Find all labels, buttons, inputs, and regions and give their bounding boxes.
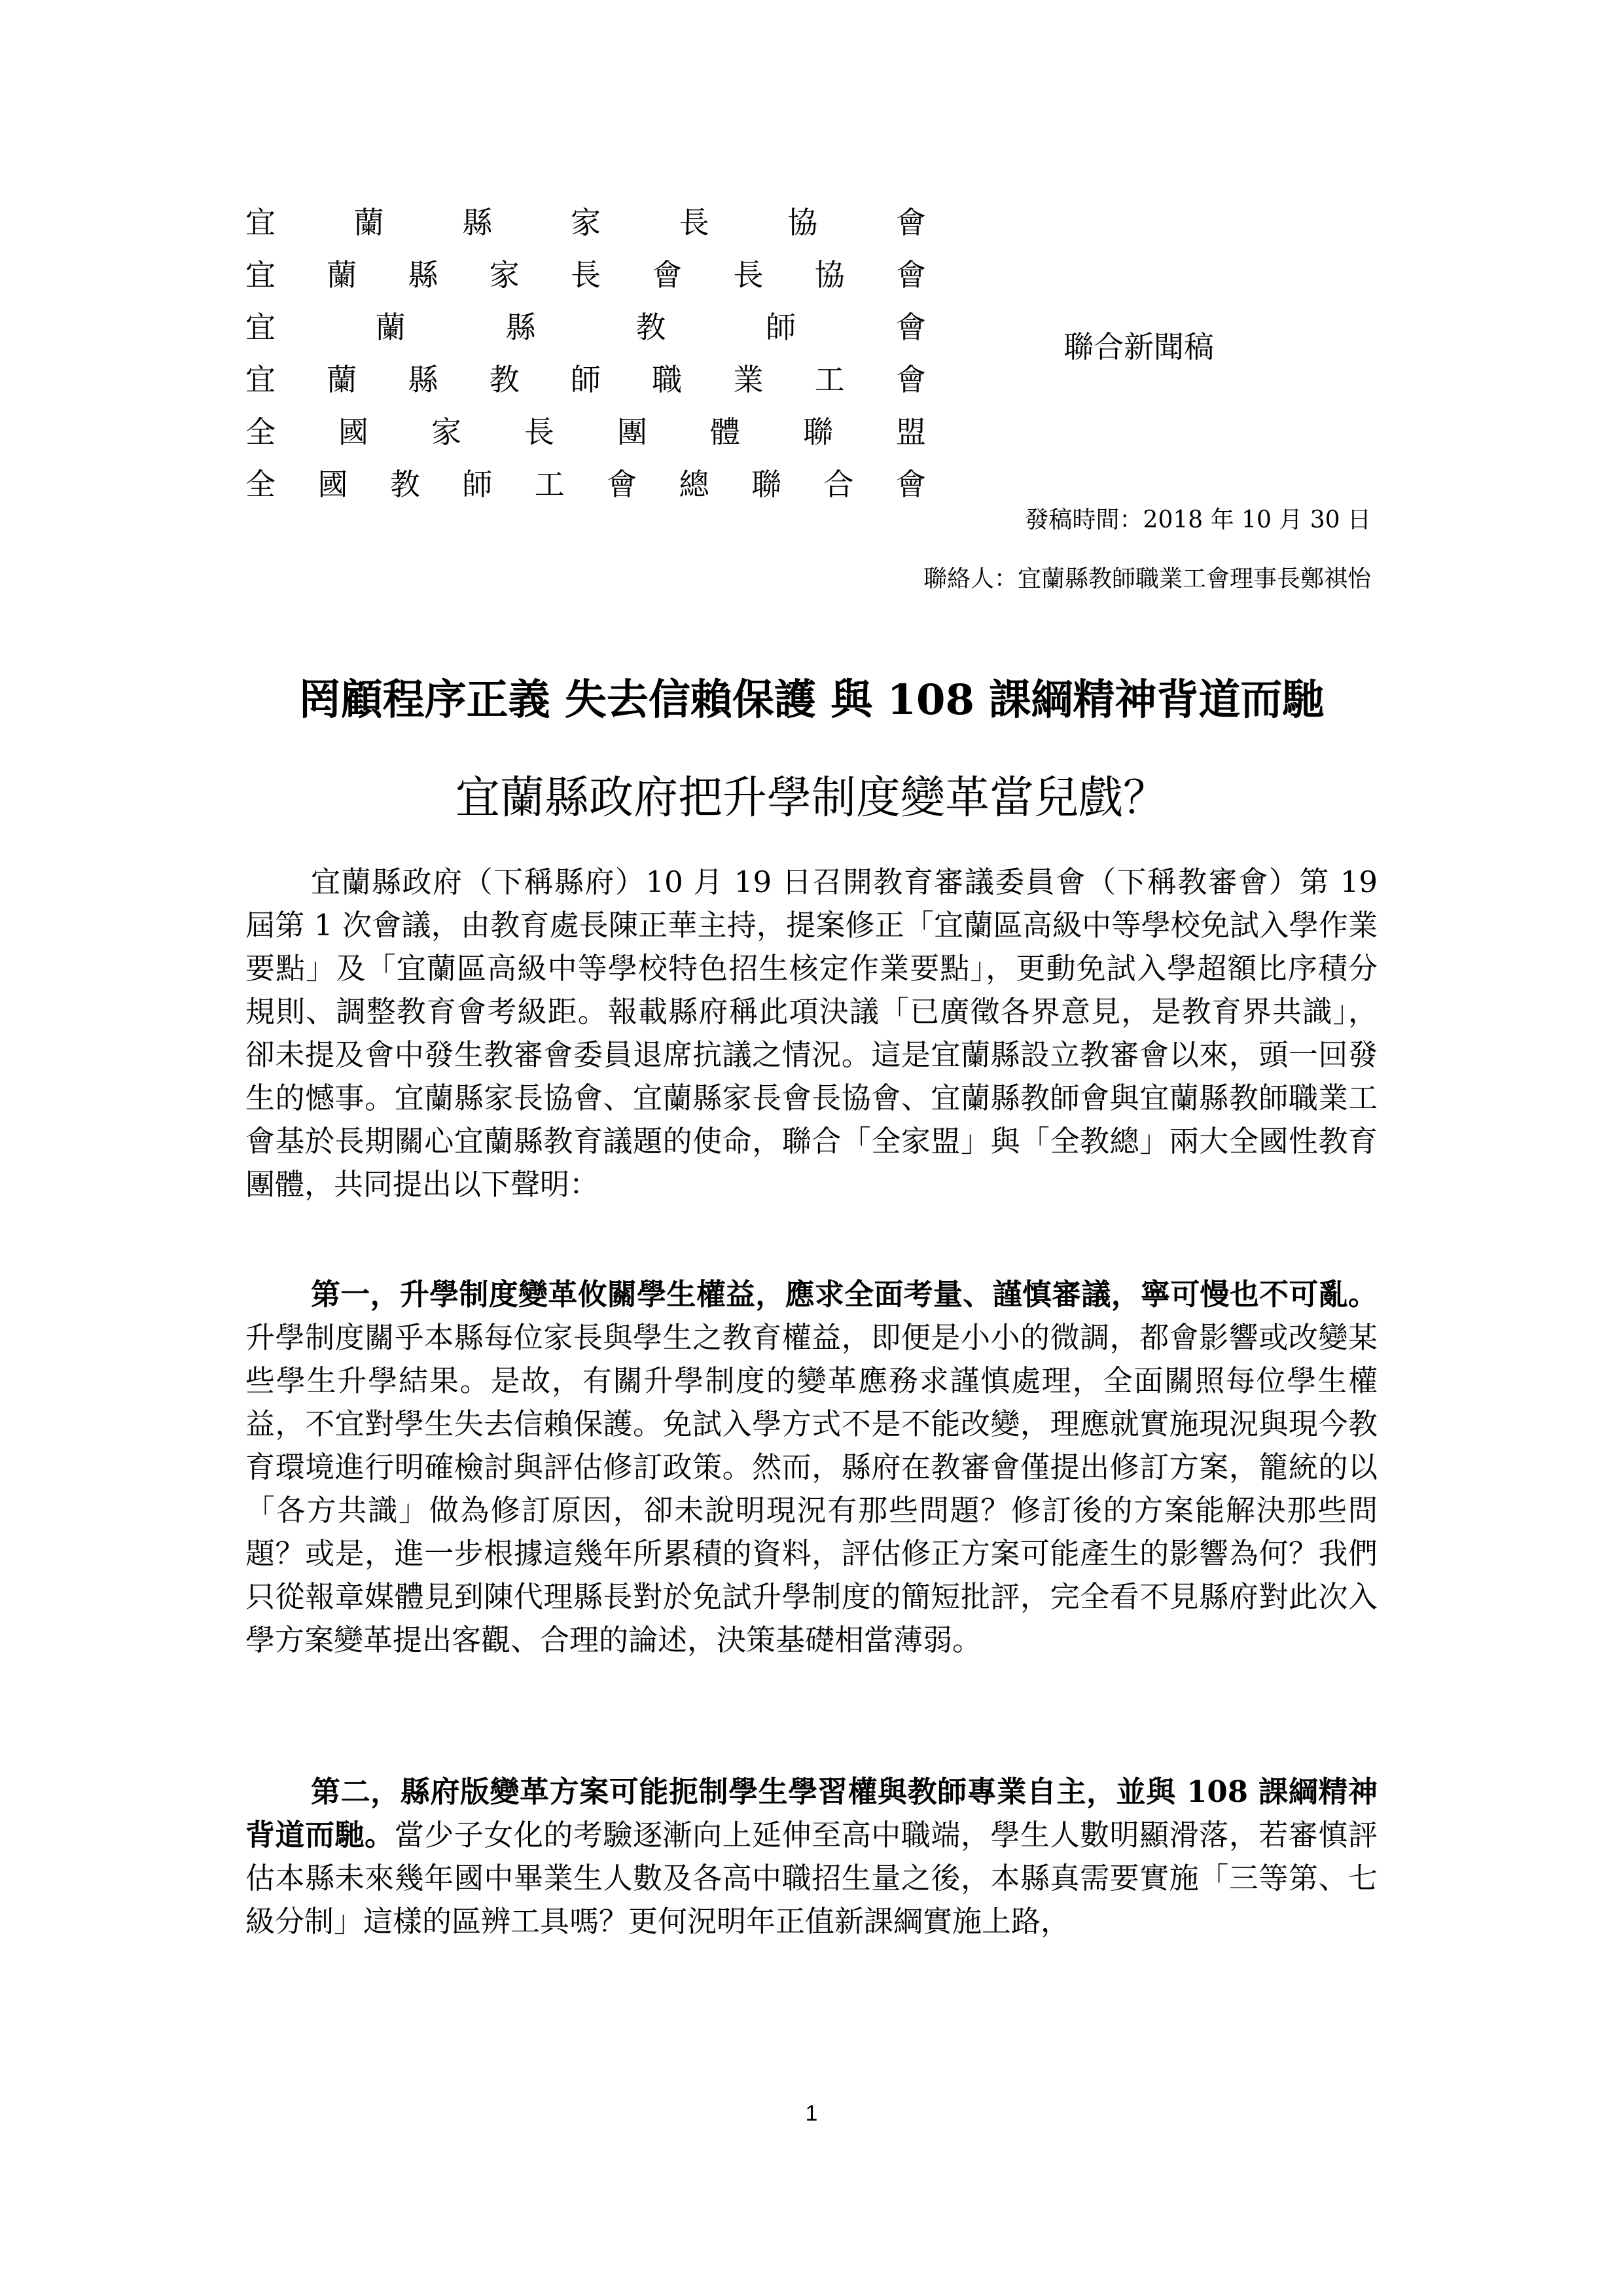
org-name-char: 教 [389, 467, 420, 502]
org-name-char: 家 [570, 205, 601, 240]
point-2-text: 當少子女化的考驗逐漸向上延伸至高中職端，學生人數明顯滑落，若審慎評估本縣未來幾年國中畢業生人數及各高中職招生量之後，本縣真需要實施「三等第、七級分制」這樣的區辨工具嗎？更何況明年正值新課綱實施上路， [245, 1818, 1378, 1939]
org-name-char: 會 [895, 467, 926, 502]
organization-list [245, 196, 926, 511]
org-row [245, 458, 926, 511]
org-name-char: 宜 [245, 205, 276, 240]
org-name-char: 宜 [245, 257, 276, 293]
paragraph-point-1 [245, 1273, 1378, 1662]
org-name-char: 工 [814, 362, 845, 397]
org-name-char: 體 [710, 414, 740, 450]
org-name-char: 盟 [896, 414, 926, 450]
org-name-char: 協 [787, 205, 818, 240]
org-name-char: 家 [431, 414, 461, 450]
org-name-char: 全 [245, 414, 276, 450]
org-name-char: 總 [679, 467, 709, 502]
org-name-char: 職 [652, 362, 683, 397]
org-name-char: 蘭 [327, 257, 357, 293]
org-name-char: 蘭 [375, 310, 406, 345]
org-name-char: 會 [607, 467, 637, 502]
org-name-char: 縣 [505, 310, 536, 345]
paragraph-point-2 [245, 1770, 1378, 1943]
org-row [245, 301, 926, 353]
release-type-label: 聯合新聞稿 [1063, 329, 1214, 365]
org-row [245, 249, 926, 301]
org-name-char: 師 [766, 310, 796, 345]
org-name-char: 蘭 [353, 205, 384, 240]
org-name-char: 團 [617, 414, 647, 450]
org-name-char: 全 [245, 467, 276, 502]
org-name-char: 工 [534, 467, 565, 502]
org-name-char: 師 [462, 467, 493, 502]
paragraph-intro: 宜蘭縣政府（下稱縣府）10 月 19 日召開教育審議委員會（下稱教審會）第 19 屆第 1 次會議，由教育處長陳正華主持，提案修正「宜蘭區高級中等學校免試入學作業要點」及「宜蘭區高級中等學校特色招生核定作業要點」，更動免試入學超額比序積分規則、調整教育會考級距。報載縣府稱此項決議「已廣徵各界意見，是教育界共識」，卻未提及會中發生教審會委員退席抗議之情況。這是宜蘭縣設立教審會以來，頭一回發生的憾事。宜蘭縣家長協會、宜蘭縣家長會長協會、宜蘭縣教師會與宜蘭縣教師職業工會基於長期關心宜蘭縣教育議題的使命，聯合「全家盟」與「全教總」兩大全國性教育團體，共同提出以下聲明： [245, 865, 1378, 1202]
org-row [245, 196, 926, 249]
contact-person: 聯絡人：宜蘭縣教師職業工會理事長鄭祺怡 [923, 565, 1371, 592]
org-name-char: 長 [679, 205, 709, 240]
org-name-char: 教 [635, 310, 666, 345]
point-2-heading: 第二，縣府版變革方案可能扼制學生學習權與教師專業自主，並與 108 課綱精神背道而馳。 [245, 1774, 1378, 1852]
org-name-char: 宜 [245, 310, 276, 345]
org-name-char: 國 [317, 467, 348, 502]
headline-line-1: 罔顧程序正義 失去信賴保護 與 108 課綱精神背道而馳 [298, 675, 1325, 725]
org-name-char: 會 [895, 205, 926, 240]
org-name-char: 縣 [408, 257, 438, 293]
point-1-heading: 第一，升學制度變革攸關學生權益，應求全面考量、謹慎審議，寧可慢也不可亂。 [311, 1277, 1378, 1312]
headline-line-2: 宜蘭縣政府把升學制度變革當兒戲？ [455, 772, 1168, 824]
org-name-char: 長 [524, 414, 554, 450]
org-row [245, 353, 926, 406]
org-name-char: 國 [338, 414, 368, 450]
org-name-char: 聯 [751, 467, 782, 502]
org-name-char: 家 [489, 257, 520, 293]
org-name-char: 會 [896, 362, 926, 397]
org-name-char: 長 [733, 257, 764, 293]
org-name-char: 會 [896, 257, 926, 293]
org-name-char: 教 [489, 362, 520, 397]
org-name-char: 合 [823, 467, 854, 502]
org-name-char: 聯 [803, 414, 833, 450]
release-date: 發稿時間：2018 年 10 月 30 日 [1025, 507, 1371, 533]
page-number: 1 [805, 2101, 818, 2126]
org-name-char: 師 [571, 362, 601, 397]
org-name-char: 縣 [462, 205, 493, 240]
org-name-char: 會 [895, 310, 926, 345]
org-name-char: 協 [814, 257, 845, 293]
org-name-char: 會 [652, 257, 683, 293]
org-name-char: 長 [571, 257, 601, 293]
org-name-char: 縣 [408, 362, 438, 397]
org-name-char: 蘭 [327, 362, 357, 397]
point-1-text: 升學制度關乎本縣每位家長與學生之教育權益，即便是小小的微調，都會影響或改變某些學生升學結果。是故，有關升學制度的變革應務求謹慎處理，全面關照每位學生權益，不宜對學生失去信賴保護。免試入學方式不是不能改變，理應就實施現況與現今教育環境進行明確檢討與評估修訂政策。然而，縣府在教審會僅提出修訂方案，籠統的以「各方共識」做為修訂原因，卻未說明現況有那些問題？修訂後的方案能解決那些問題？或是，進一步根據這幾年所累積的資料，評估修正方案可能產生的影響為何？我們只從報章媒體見到陳代理縣長對於免試升學制度的簡短批評，完全看不見縣府對此次入學方案變革提出客觀、合理的論述，決策基礎相當薄弱。 [245, 1320, 1378, 1657]
org-name-char: 業 [733, 362, 764, 397]
org-row [245, 406, 926, 458]
org-name-char: 宜 [245, 362, 276, 397]
